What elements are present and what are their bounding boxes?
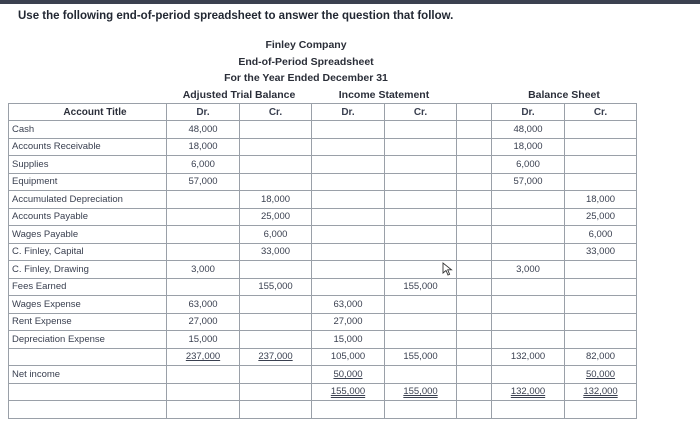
cell-bs-cr — [565, 156, 637, 174]
cell-bs-dr: 48,000 — [492, 121, 565, 139]
bs-cr-header: Cr. — [565, 104, 637, 121]
group-balance-sheet: Balance Sheet — [528, 88, 600, 101]
cell-is-dr — [312, 278, 385, 296]
account-name: Accounts Receivable — [9, 138, 167, 156]
total-is-dr: 105,000 — [330, 351, 366, 363]
cell-atb-dr — [167, 226, 240, 244]
cell-is-dr — [312, 173, 385, 191]
cell-bs-cr — [565, 138, 637, 156]
account-row — [9, 243, 637, 261]
account-row — [9, 173, 637, 191]
net-income-is-dr: 50,000 — [333, 368, 363, 380]
cell-bs-dr — [492, 243, 565, 261]
company-name: Finley Company — [265, 39, 347, 51]
account-row — [9, 278, 637, 296]
account-name: C. Finley, Drawing — [9, 261, 167, 279]
account-name: Supplies — [9, 156, 167, 174]
cell-is-cr — [385, 138, 457, 156]
net-income-row — [9, 366, 637, 384]
cell-is-dr: 15,000 — [312, 331, 385, 349]
cell-bs-cr: 6,000 — [565, 226, 637, 244]
cell-bs-dr — [492, 191, 565, 209]
sheet-period: For the Year Ended December 31 — [224, 72, 388, 84]
atb-dr-header: Dr. — [167, 104, 240, 121]
cell-bs-cr: 33,000 — [565, 243, 637, 261]
cell-is-cr — [385, 226, 457, 244]
cell-is-dr: 27,000 — [312, 313, 385, 331]
cell-atb-dr: 57,000 — [167, 173, 240, 191]
account-name: Rent Expense — [9, 313, 167, 331]
cell-is-dr — [312, 121, 385, 139]
cell-bs-cr: 25,000 — [565, 208, 637, 226]
top-bar — [0, 0, 700, 4]
question-text: Use the following end-of-period spreadsheet to answer the question that follow. — [18, 10, 454, 22]
sheet-title: End-of-Period Spreadsheet — [238, 56, 374, 68]
cell-atb-dr: 3,000 — [167, 261, 240, 279]
group-header-row — [9, 86, 637, 104]
cell-is-cr: 155,000 — [385, 278, 457, 296]
cell-is-cr — [385, 208, 457, 226]
cell-atb-cr: 18,000 — [240, 191, 312, 209]
total-atb-cr: 237,000 — [258, 351, 293, 363]
cell-bs-dr: 57,000 — [492, 173, 565, 191]
cell-atb-dr — [167, 243, 240, 261]
cell-atb-dr: 63,000 — [167, 296, 240, 314]
cell-atb-dr: 6,000 — [167, 156, 240, 174]
cell-atb-cr: 33,000 — [240, 243, 312, 261]
group-income-statement: Income Statement — [338, 88, 430, 101]
account-row — [9, 261, 637, 279]
cell-atb-cr — [240, 296, 312, 314]
cell-bs-cr — [565, 121, 637, 139]
total-is-cr: 155,000 — [403, 351, 438, 363]
cell-atb-cr — [240, 173, 312, 191]
total-bs-cr: 82,000 — [585, 351, 616, 363]
cell-atb-dr: 27,000 — [167, 313, 240, 331]
empty-row — [9, 401, 637, 419]
cell-atb-dr — [167, 208, 240, 226]
cell-bs-cr — [565, 296, 637, 314]
cell-bs-dr — [492, 208, 565, 226]
account-row — [9, 331, 637, 349]
cell-atb-dr: 48,000 — [167, 121, 240, 139]
account-row — [9, 121, 637, 139]
cell-is-dr: 63,000 — [312, 296, 385, 314]
cell-atb-dr — [167, 191, 240, 209]
cell-atb-cr: 155,000 — [240, 278, 312, 296]
cell-is-cr — [385, 313, 457, 331]
final-totals-row — [9, 383, 637, 401]
cell-is-dr — [312, 243, 385, 261]
cell-is-dr — [312, 226, 385, 244]
cell-is-dr — [312, 138, 385, 156]
account-name: C. Finley, Capital — [9, 243, 167, 261]
account-name: Accounts Payable — [9, 208, 167, 226]
cell-is-cr — [385, 191, 457, 209]
total-bs-dr: 132,000 — [510, 351, 546, 363]
bs-dr-header: Dr. — [492, 104, 565, 121]
account-row — [9, 226, 637, 244]
cell-bs-cr — [565, 313, 637, 331]
account-row — [9, 156, 637, 174]
cell-atb-dr: 18,000 — [167, 138, 240, 156]
cell-is-dr — [312, 261, 385, 279]
net-income-label: Net income — [9, 366, 167, 384]
cell-atb-cr — [240, 331, 312, 349]
cell-atb-cr — [240, 313, 312, 331]
cell-bs-dr — [492, 278, 565, 296]
cell-atb-cr — [240, 261, 312, 279]
account-row — [9, 296, 637, 314]
cell-atb-cr — [240, 138, 312, 156]
cell-is-cr — [385, 296, 457, 314]
final-bs-cr: 132,000 — [583, 386, 618, 398]
cell-atb-dr — [167, 278, 240, 296]
final-is-dr: 155,000 — [330, 386, 366, 398]
cell-bs-dr: 6,000 — [492, 156, 565, 174]
totals-row — [9, 348, 637, 366]
cell-bs-dr: 18,000 — [492, 138, 565, 156]
column-header-row — [9, 104, 637, 121]
final-is-cr: 155,000 — [403, 386, 438, 398]
cell-is-cr — [385, 173, 457, 191]
cell-atb-cr: 6,000 — [240, 226, 312, 244]
cell-is-cr — [385, 331, 457, 349]
account-name: Depreciation Expense — [9, 331, 167, 349]
net-income-bs-cr: 50,000 — [585, 368, 616, 380]
account-row — [9, 191, 637, 209]
atb-cr-header: Cr. — [240, 104, 312, 121]
account-name: Fees Earned — [9, 278, 167, 296]
cell-bs-cr — [565, 331, 637, 349]
cell-bs-cr: 18,000 — [565, 191, 637, 209]
is-dr-header: Dr. — [312, 104, 385, 121]
cell-atb-cr: 25,000 — [240, 208, 312, 226]
account-title-header: Account Title — [9, 104, 167, 121]
account-name: Equipment — [9, 173, 167, 191]
cell-is-dr — [312, 156, 385, 174]
cell-atb-cr — [240, 121, 312, 139]
account-name: Wages Payable — [9, 226, 167, 244]
cell-atb-cr — [240, 156, 312, 174]
cell-bs-dr: 3,000 — [492, 261, 565, 279]
mouse-cursor-icon — [442, 262, 454, 276]
cell-is-dr — [312, 191, 385, 209]
total-atb-dr: 237,000 — [185, 351, 221, 363]
cell-bs-cr — [565, 278, 637, 296]
cell-bs-dr — [492, 296, 565, 314]
account-row — [9, 208, 637, 226]
cell-is-cr — [385, 156, 457, 174]
final-bs-dr: 132,000 — [510, 386, 546, 398]
account-row — [9, 313, 637, 331]
spreadsheet-table — [8, 86, 637, 419]
cell-atb-dr: 15,000 — [167, 331, 240, 349]
cell-is-cr — [385, 243, 457, 261]
account-name: Accumulated Depreciation — [9, 191, 167, 209]
cell-is-cr — [385, 121, 457, 139]
cell-bs-cr — [565, 261, 637, 279]
group-adjusted-trial-balance: Adjusted Trial Balance — [182, 88, 296, 101]
cell-bs-cr — [565, 173, 637, 191]
cell-bs-dr — [492, 226, 565, 244]
cell-bs-dr — [492, 313, 565, 331]
account-row — [9, 138, 637, 156]
account-name: Cash — [9, 121, 167, 139]
cell-is-dr — [312, 208, 385, 226]
account-name: Wages Expense — [9, 296, 167, 314]
is-cr-header: Cr. — [385, 104, 457, 121]
cell-bs-dr — [492, 331, 565, 349]
